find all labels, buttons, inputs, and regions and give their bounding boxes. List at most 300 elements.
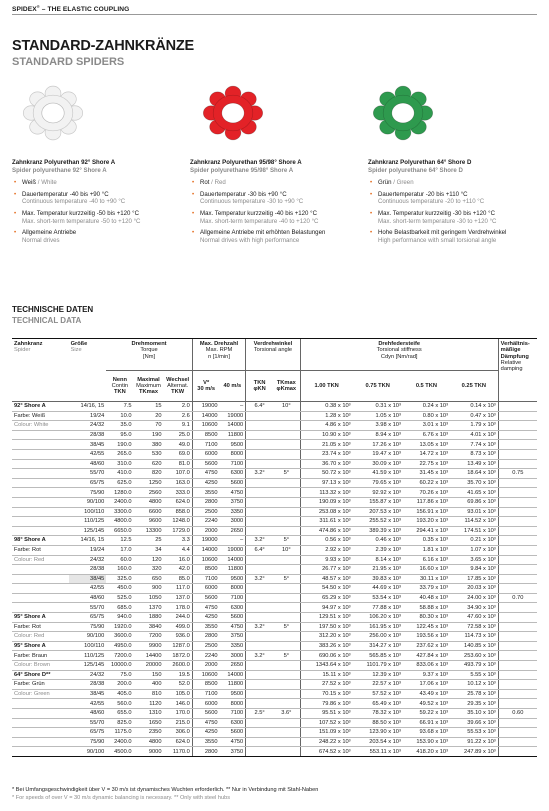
table-row [12, 603, 537, 613]
table-cell: 81.0 [164, 459, 193, 469]
table-cell: 4800 [134, 737, 164, 747]
product-column-white [12, 159, 192, 248]
table-cell [246, 526, 273, 536]
table-row [12, 488, 537, 498]
table-cell: 13300 [134, 526, 164, 536]
table-cell [498, 555, 537, 565]
table-cell [246, 478, 273, 488]
table-cell [498, 411, 537, 421]
table-cell: 33.79 x 10³ [403, 584, 450, 594]
table-cell: 22.75 x 10³ [403, 459, 450, 469]
table-cell: 47.60 x 10³ [450, 613, 498, 623]
table-cell: 24/32 [69, 670, 107, 680]
brand-name: SPIDEX [12, 6, 37, 14]
table-cell: 9900 [134, 641, 164, 651]
table-cell: 2400.0 [106, 497, 133, 507]
table-cell: 7.74 x 10³ [450, 440, 498, 450]
table-cell: 65.29 x 10³ [300, 593, 352, 603]
table-cell: 685.0 [106, 603, 133, 613]
table-cell [498, 449, 537, 459]
table-cell [246, 488, 273, 498]
table-cell [12, 526, 69, 536]
table-cell: 41.59 x 10³ [353, 469, 403, 479]
table-cell: 8500 [192, 680, 219, 690]
table-cell: 8000 [220, 584, 246, 594]
table-row [12, 449, 537, 459]
table-cell [246, 440, 273, 450]
table-cell [246, 680, 273, 690]
table-cell: 30.11 x 10³ [403, 574, 450, 584]
table-cell [273, 440, 300, 450]
table-cell: 190 [134, 430, 164, 440]
table-cell: 117.86 x 10³ [403, 497, 450, 507]
table-cell: 65/75 [69, 613, 107, 623]
table-cell: 90/100 [69, 747, 107, 757]
table-cell: 4750 [220, 737, 246, 747]
table-cell [498, 402, 537, 412]
table-cell: 4950.0 [106, 641, 133, 651]
table-cell: 41.65 x 10³ [450, 488, 498, 498]
table-cell: 39.66 x 10³ [450, 718, 498, 728]
table-cell: 248.22 x 10³ [300, 737, 352, 747]
table-cell: 8000 [220, 699, 246, 709]
product-title-de: Zahnkranz Polyurethan 92° Shore A [12, 159, 116, 166]
table-cell: 105.0 [164, 689, 193, 699]
table-row [12, 565, 537, 575]
table-cell [273, 565, 300, 575]
table-row [12, 574, 537, 584]
table-cell: 14/16, 15 [69, 402, 107, 412]
product-bullets [190, 179, 370, 244]
table-cell [273, 680, 300, 690]
bullet-continuous-temp: • Dauertemperatur -20 bis +110 °C Continuous temperature -20 to +110 °C [368, 191, 548, 206]
table-row [12, 593, 537, 603]
table-cell: 28/38 [69, 680, 107, 690]
table-cell: 5.55 x 10³ [450, 670, 498, 680]
table-cell: 35.70 x 10³ [450, 478, 498, 488]
table-cell: 1.05 x 10³ [353, 411, 403, 421]
table-cell: 10° [273, 545, 300, 555]
table-cell: 48/60 [69, 459, 107, 469]
table-cell: 3000 [220, 517, 246, 527]
table-cell: 2.5° [246, 709, 273, 719]
table-cell [498, 632, 537, 642]
table-cell: 93.01 x 10³ [450, 507, 498, 517]
table-cell: 1.79 x 10³ [450, 421, 498, 431]
footnote-de: * Bei Umfangsgeschwindigkeit über V = 30 m/s ist dynamisches Wuchten erforderlich. ** Nur in Verbindung mit Stahl-Naben [12, 787, 319, 793]
table-cell: 3350 [220, 641, 246, 651]
bullet-max-temp: • Max. Temperatur kurzzeitig -50 bis +120 °C Max. short-term temperature -50 to +120 °C [12, 210, 192, 225]
table-cell: 20.03 x 10³ [450, 584, 498, 594]
table-cell [12, 709, 69, 719]
table-cell: 858.0 [164, 507, 193, 517]
table-cell: 28/38 [69, 430, 107, 440]
table-cell: 3750 [220, 632, 246, 642]
table-cell: 265.0 [106, 449, 133, 459]
table-cell: 9600 [134, 517, 164, 527]
table-cell [273, 699, 300, 709]
table-cell: 7.5 [106, 402, 133, 412]
table-row [12, 699, 537, 709]
table-cell: 655.0 [106, 709, 133, 719]
table-cell: 9500 [220, 440, 246, 450]
table-cell: 123.90 x 10³ [353, 728, 403, 738]
table-cell: 7100 [220, 593, 246, 603]
table-cell [246, 747, 273, 757]
table-cell: 10600 [192, 555, 219, 565]
table-cell: 5° [273, 536, 300, 546]
page-header [12, 4, 129, 13]
table-cell: 525.0 [106, 593, 133, 603]
table-cell: 6.4° [246, 545, 273, 555]
table-row [12, 632, 537, 642]
table-cell: 1.28 x 10³ [300, 411, 352, 421]
product-title-de: Zahnkranz Polyurethan 95/98° Shore A [190, 159, 302, 166]
table-row [12, 661, 537, 671]
bullet-colour: • Rot / Red [190, 179, 370, 187]
table-cell: 100/110 [69, 641, 107, 651]
col-stiff-075: 0.75 TKN [353, 371, 403, 402]
table-row [12, 747, 537, 757]
table-cell: 6000 [192, 699, 219, 709]
table-cell: 64° Shore D** [12, 670, 69, 680]
table-row [12, 469, 537, 479]
table-cell: 114.52 x 10³ [450, 517, 498, 527]
table-cell: 5° [273, 651, 300, 661]
table-cell: 88.50 x 10³ [353, 718, 403, 728]
table-cell: 833.06 x 10³ [403, 661, 450, 671]
table-cell: 59.22 x 10³ [403, 709, 450, 719]
spider-bore [392, 103, 414, 123]
table-cell [498, 507, 537, 517]
table-cell: 24/32 [69, 555, 107, 565]
table-cell: 4500.0 [106, 747, 133, 757]
col-max: Maximal Maximum TKmax [134, 371, 164, 402]
table-cell [498, 421, 537, 431]
table-cell: 255.52 x 10³ [353, 517, 403, 527]
table-cell: 4.86 x 10³ [300, 421, 352, 431]
table-cell: 3.98 x 10³ [353, 421, 403, 431]
table-cell: 77.88 x 10³ [353, 603, 403, 613]
table-cell: 69.0 [164, 449, 193, 459]
table-cell: 42/55 [69, 449, 107, 459]
table-cell: 60.0 [106, 555, 133, 565]
table-cell [498, 488, 537, 498]
table-cell: 6300 [220, 469, 246, 479]
table-cell: 15.11 x 10³ [300, 670, 352, 680]
table-cell: 151.09 x 10³ [300, 728, 352, 738]
table-cell: 4250 [192, 613, 219, 623]
table-cell: 55.53 x 10³ [450, 728, 498, 738]
table-row [12, 430, 537, 440]
table-cell: 3350 [220, 507, 246, 517]
footnotes [12, 787, 318, 802]
col-nenn: Nenn Contin TKN [106, 371, 133, 402]
table-cell: 0.21 x 10³ [450, 536, 498, 546]
col-stiffness: Drehfedersteife Torsional stiffness Cdyn [Nm/rad] [300, 339, 498, 371]
table-cell: 215.0 [164, 718, 193, 728]
table-cell: 936.0 [164, 632, 193, 642]
table-row [12, 411, 537, 421]
bullet-colour: • Weiß / White [12, 179, 192, 187]
table-cell: 25.0 [164, 430, 193, 440]
registered-mark: ® [36, 4, 40, 9]
table-cell: 1170.0 [164, 747, 193, 757]
table-cell: 2500 [192, 507, 219, 517]
table-row [12, 526, 537, 536]
table-cell: 5600 [220, 613, 246, 623]
table-cell: 190.09 x 10³ [300, 497, 352, 507]
table-cell: 7200 [134, 632, 164, 642]
table-cell: 8.94 x 10³ [353, 430, 403, 440]
table-cell: 43.49 x 10³ [403, 689, 450, 699]
table-cell: 5600 [192, 709, 219, 719]
table-cell: 6.4° [246, 402, 273, 412]
table-cell: 100/110 [69, 507, 107, 517]
table-cell: 6000 [192, 584, 219, 594]
table-cell [498, 699, 537, 709]
table-cell: 35.0 [106, 421, 133, 431]
table-cell: 3750 [220, 747, 246, 757]
table-cell: 0.38 x 10³ [300, 402, 352, 412]
table-row [12, 536, 537, 546]
table-cell: 193.20 x 10³ [403, 517, 450, 527]
col-angle: Verdrehwinkel Torsional angle [246, 339, 300, 371]
table-cell: 6000 [192, 449, 219, 459]
table-cell: 0.70 [498, 593, 537, 603]
table-cell: 6300 [220, 603, 246, 613]
table-cell: 0.14 x 10³ [450, 402, 498, 412]
table-cell: 690.06 x 10³ [300, 651, 352, 661]
table-cell: – [220, 536, 246, 546]
table-cell [498, 574, 537, 584]
table-cell: 110/125 [69, 651, 107, 661]
table-cell: 54.50 x 10³ [300, 584, 352, 594]
table-cell: 5600 [192, 593, 219, 603]
table-cell [246, 718, 273, 728]
table-cell: 49.0 [164, 440, 193, 450]
table-cell: 3600.0 [106, 632, 133, 642]
table-cell: 8.73 x 10³ [450, 449, 498, 459]
table-cell: 19.5 [164, 670, 193, 680]
table-cell [12, 440, 69, 450]
table-cell [246, 728, 273, 738]
table-cell: 5600 [192, 459, 219, 469]
table-cell: 4750 [220, 622, 246, 632]
table-cell: 18.64 x 10³ [450, 469, 498, 479]
table-cell: 14000 [192, 545, 219, 555]
table-cell: 55/70 [69, 469, 107, 479]
table-cell: 256.00 x 10³ [353, 632, 403, 642]
table-cell [12, 459, 69, 469]
table-cell: 48/60 [69, 709, 107, 719]
col-size: Größe Size [69, 339, 107, 402]
table-cell: 17.0 [106, 545, 133, 555]
col-spider: Zahnkranz Spider [12, 339, 69, 402]
table-cell: 0.35 x 10³ [403, 536, 450, 546]
table-cell: 3550 [192, 488, 219, 498]
table-cell: 1880 [134, 613, 164, 623]
bullet-application: • Allgemeine Antriebe Normal drives [12, 229, 192, 244]
table-cell: 5600 [220, 728, 246, 738]
table-cell: 674.52 x 10³ [300, 747, 352, 757]
table-cell [246, 584, 273, 594]
table-cell [246, 613, 273, 623]
table-cell: 2000 [192, 661, 219, 671]
table-row [12, 507, 537, 517]
table-cell: 36.70 x 10³ [300, 459, 352, 469]
table-cell: 8.14 x 10³ [353, 555, 403, 565]
table-cell: 4750 [192, 469, 219, 479]
table-cell [273, 670, 300, 680]
table-row [12, 459, 537, 469]
table-cell: 92° Shore A [12, 402, 69, 412]
table-cell: 19000 [192, 402, 219, 412]
table-cell: 11800 [220, 680, 246, 690]
table-cell: 42.0 [164, 565, 193, 575]
table-cell [273, 478, 300, 488]
table-cell: 79.65 x 10³ [353, 478, 403, 488]
table-cell [246, 603, 273, 613]
table-cell: 2.92 x 10³ [300, 545, 352, 555]
bullet-continuous-temp: • Dauertemperatur -30 bis +90 °C Continuous temperature -30 to +90 °C [190, 191, 370, 206]
page-title: STANDARD-ZAHNKRÄNZE [12, 38, 194, 54]
table-cell: 125/145 [69, 526, 107, 536]
table-cell: 38/45 [69, 574, 107, 584]
table-cell: 7200.0 [106, 651, 133, 661]
product-bullets [368, 179, 548, 244]
table-cell [498, 747, 537, 757]
table-row [12, 728, 537, 738]
table-cell: 2.6 [164, 411, 193, 421]
table-cell [12, 497, 69, 507]
product-title-en: Spider polyurethane 92° Shore A [12, 166, 107, 174]
table-cell: 95.51 x 10³ [300, 709, 352, 719]
table-cell [498, 497, 537, 507]
table-cell [273, 430, 300, 440]
table-cell: 0.31 x 10³ [353, 402, 403, 412]
table-cell: 3.3 [164, 536, 193, 546]
table-cell: 7100 [192, 689, 219, 699]
table-cell [273, 488, 300, 498]
col-v40: 40 m/s [220, 371, 246, 402]
table-cell: 1280.0 [106, 488, 133, 498]
table-cell: 4800 [134, 497, 164, 507]
table-cell: 98° Shore A [12, 536, 69, 546]
table-cell: 320 [134, 565, 164, 575]
table-cell: 825.0 [106, 718, 133, 728]
table-cell [273, 593, 300, 603]
table-cell: 11800 [220, 565, 246, 575]
table-cell: 95.0 [106, 430, 133, 440]
table-cell [246, 661, 273, 671]
table-cell: 530 [134, 449, 164, 459]
table-cell: Farbe: Braun [12, 651, 69, 661]
table-cell: 29.35 x 10³ [450, 699, 498, 709]
table-cell: 2800 [192, 632, 219, 642]
table-cell: 3.2° [246, 574, 273, 584]
table-cell: 6600 [134, 507, 164, 517]
table-cell [273, 613, 300, 623]
table-cell: 122.45 x 10³ [403, 622, 450, 632]
table-cell [498, 689, 537, 699]
table-cell: 7100 [220, 709, 246, 719]
table-cell: 3.6° [273, 709, 300, 719]
table-cell [498, 545, 537, 555]
table-cell: Farbe: Rot [12, 622, 69, 632]
table-cell: 2240 [192, 517, 219, 527]
table-cell: 9.1 [164, 421, 193, 431]
table-cell: 106.20 x 10³ [353, 613, 403, 623]
table-cell: 4.4 [164, 545, 193, 555]
table-cell [246, 670, 273, 680]
table-cell: 312.20 x 10³ [300, 632, 352, 642]
table-cell: 44.69 x 10³ [353, 584, 403, 594]
table-cell [12, 449, 69, 459]
table-cell: 66.91 x 10³ [403, 718, 450, 728]
table-cell: 625.0 [106, 478, 133, 488]
table-cell: 55/70 [69, 603, 107, 613]
table-cell: 9.93 x 10³ [300, 555, 352, 565]
table-cell [246, 593, 273, 603]
table-cell [498, 478, 537, 488]
table-cell: 17.26 x 10³ [353, 440, 403, 450]
spider-bore [222, 103, 244, 123]
table-cell: 92.92 x 10³ [353, 488, 403, 498]
table-cell: 7100 [192, 574, 219, 584]
table-cell [246, 517, 273, 527]
table-cell: 3.2° [246, 622, 273, 632]
table-cell: 6300 [220, 718, 246, 728]
table-cell: 58.88 x 10³ [403, 603, 450, 613]
table-row [12, 545, 537, 555]
table-cell: 129.51 x 10³ [300, 613, 352, 623]
table-cell [273, 555, 300, 565]
table-cell: 75.0 [106, 670, 133, 680]
table-cell: Farbe: Weiß [12, 411, 69, 421]
table-cell: 940.0 [106, 613, 133, 623]
table-cell [12, 478, 69, 488]
table-cell: 19.47 x 10³ [353, 449, 403, 459]
table-cell: 3750 [220, 497, 246, 507]
table-cell [12, 430, 69, 440]
table-cell: 294.41 x 10³ [403, 526, 450, 536]
product-column-red [190, 159, 370, 248]
table-cell: 93.68 x 10³ [403, 728, 450, 738]
table-cell: 75/90 [69, 622, 107, 632]
white-spider-image [20, 80, 86, 146]
table-cell: 333.0 [164, 488, 193, 498]
product-title-de: Zahnkranz Polyurethan 64° Shore D [368, 159, 472, 166]
table-cell: 247.89 x 10³ [450, 747, 498, 757]
table-cell [246, 632, 273, 642]
table-cell: 60.22 x 10³ [403, 478, 450, 488]
table-cell [12, 718, 69, 728]
table-cell: 14000 [192, 411, 219, 421]
table-cell [498, 565, 537, 575]
table-cell: 156.91 x 10³ [403, 507, 450, 517]
table-cell [498, 737, 537, 747]
table-cell [498, 670, 537, 680]
table-cell: 16.60 x 10³ [403, 565, 450, 575]
table-cell: 13.49 x 10³ [450, 459, 498, 469]
table-cell [246, 699, 273, 709]
table-cell: 499.0 [164, 622, 193, 632]
table-cell: 14400 [134, 651, 164, 661]
section-subtitle: TECHNICAL DATA [12, 316, 82, 325]
table-cell: 160.0 [106, 565, 133, 575]
table-cell: 5600 [220, 478, 246, 488]
